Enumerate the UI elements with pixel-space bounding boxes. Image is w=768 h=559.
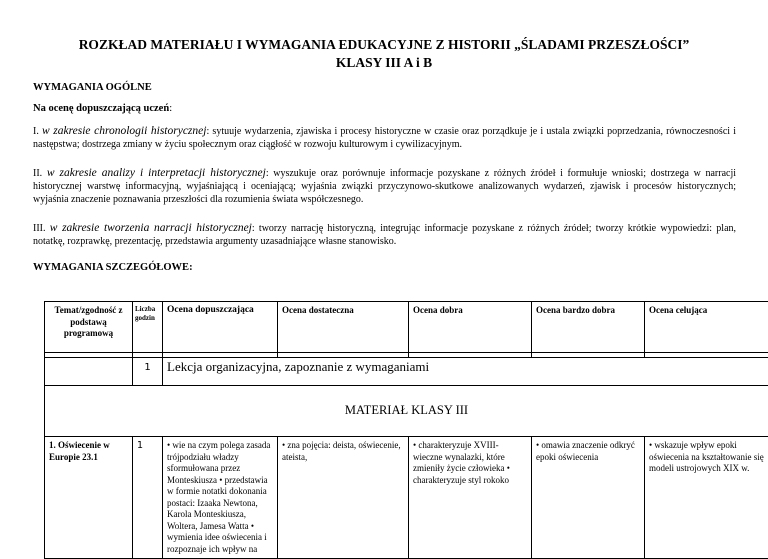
- header-grade-6: Ocena celująca: [645, 302, 768, 353]
- row-grade-3: • zna pojęcia: deista, oświecenie, ateista,: [278, 437, 409, 559]
- header-grade-4: Ocena dobra: [409, 302, 532, 353]
- header-hours: Liczba godzin: [133, 302, 163, 353]
- requirement-item-3: III. w zakresie tworzenia narracji historycznej: tworzy narrację historyczną, integrując informacje pozyskane z różnych źródeł; tworzy krótkie wypowiedzi: plan, notatkę, rozprawkę, prezentację, przedstawia argumenty uzasadniające własne stanowisko.: [33, 222, 736, 248]
- lesson-hours: 1: [133, 358, 163, 386]
- requirement-item-1-title: w zakresie chronologii historycznej: [42, 125, 206, 137]
- table-row: [45, 437, 768, 559]
- section-row: [45, 386, 768, 437]
- lesson-description: Lekcja organizacyjna, zapoznanie z wymaganiami: [163, 358, 768, 386]
- row-grade-2: • wie na czym polega zasada trójpodziału władzy sformułowana przez Monteskiusza • przedstawia w formie notatki dokonania postaci: Izaaka Newtona, Karola Monteskiusza, Woltera, Jamesa Watta • wymienia idee oświecenia i rozpoznaje ich wpływ na: [163, 437, 278, 559]
- row-grade-5: • omawia znaczenie odkryć epoki oświecenia: [532, 437, 645, 559]
- table-header-row: [45, 302, 768, 353]
- grade-requirement-label: Na ocenę dopuszczającą uczeń:: [33, 103, 172, 114]
- header-grade-5: Ocena bardzo dobra: [532, 302, 645, 353]
- general-requirements-heading: WYMAGANIA OGÓLNE: [33, 82, 152, 93]
- row-grade-6: • wskazuje wpływ epoki oświecenia na kształtowanie się modeli ustrojowych XIX w.: [645, 437, 768, 559]
- lesson-topic-cell: [45, 358, 133, 386]
- row-grade-4: • charakteryzuje XVIII-wieczne wynalazki, które zmieniły życie człowieka • charakteryzuje styl rokoko: [409, 437, 532, 559]
- requirements-table: [44, 301, 768, 559]
- detailed-requirements-heading: WYMAGANIA SZCZEGÓŁOWE:: [33, 262, 193, 273]
- row-hours: 1: [133, 437, 163, 559]
- requirement-item-2: II. w zakresie analizy i interpretacji historycznej: wyszukuje oraz porównuje informacje pozyskane z różnych źródeł i formułuje wnioski; dostrzega w narracji historycznej warstwę informacyjną, wyjaśniającą i oceniającą; wyjaśnia związki przyczynowo-skutkowe analizowanych wydarzeń, zjawisk i procesów historycznych; wyjaśnia znaczenie poznawania przeszłości dla rozumienia świata współczesnego.: [33, 167, 736, 206]
- requirement-item-2-title: w zakresie analizy i interpretacji historycznej: [47, 167, 266, 179]
- row-topic: 1. Oświecenie w Europie 23.1: [45, 437, 133, 559]
- section-title: MATERIAŁ KLASY III: [45, 386, 768, 437]
- table-row: [45, 358, 768, 386]
- document-title: ROZKŁAD MATERIAŁU I WYMAGANIA EDUKACYJNE Z HISTORII „ŚLADAMI PRZESZŁOŚCI”: [0, 37, 768, 53]
- document-subtitle: KLASY III A i B: [0, 55, 768, 71]
- header-grade-2: Ocena dopuszczająca: [163, 302, 278, 353]
- requirement-item-1: I. w zakresie chronologii historycznej: sytuuje wydarzenia, zjawiska i procesy historyczne w czasie oraz porządkuje je i ustala związki poprzedzania, równoczesności i następstwa; dostrzega zmiany w życiu społecznym oraz ciągłość w rozwoju kulturowym i cywilizacyjnym.: [33, 125, 736, 151]
- header-grade-3: Ocena dostateczna: [278, 302, 409, 353]
- requirement-item-3-title: w zakresie tworzenia narracji historycznej: [50, 222, 252, 234]
- header-topic: Temat/zgodność z podstawą programową: [45, 302, 133, 353]
